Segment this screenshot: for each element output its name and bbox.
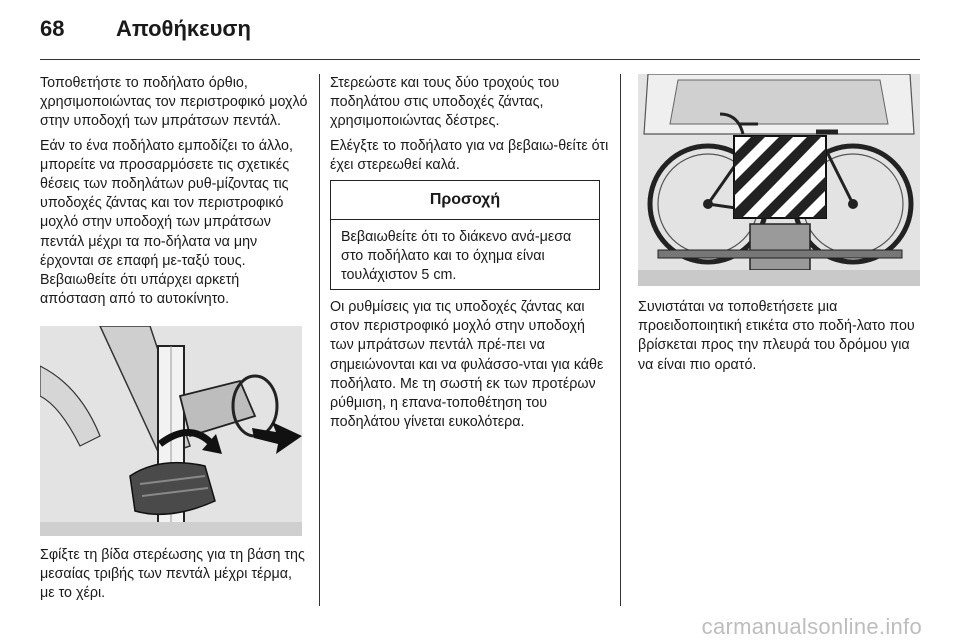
figure-caption: Σφίξτε τη βίδα στερέωσης για τη βάση της μεσαίας τριβής των πεντάλ μέχρι τέρμα, με το χέρι.	[40, 547, 305, 602]
paragraph-upright: Τοποθετήστε το ποδήλατο όρθιο, χρησιμοποιώντας τον περιστροφικό μοχλό στην υποδοχή των μπράτσων πεντάλ.	[40, 75, 308, 130]
column-2	[330, 74, 610, 180]
column-3	[638, 298, 920, 380]
caution-title: Προσοχή	[331, 181, 599, 220]
watermark: carmanualsonline.info	[701, 614, 922, 639]
column-2-lower	[330, 298, 610, 437]
header-divider	[40, 59, 920, 60]
column-divider-left	[319, 74, 320, 606]
page-number: 68	[40, 16, 65, 41]
page-header	[40, 14, 920, 58]
caution-text: Βεβαιωθείτε ότι το διάκενο ανά-μεσα στο ποδήλατο και το όχημα είναι τουλάχιστον 5 cm.	[341, 229, 572, 284]
column-divider-right	[620, 74, 621, 606]
bike-carrier-figure	[638, 74, 920, 286]
paragraph-wheels: Στερεώστε και τους δύο τροχούς του ποδηλάτου στις υποδοχές ζάντας, χρησιμοποιώντας δέστρες.	[330, 75, 560, 130]
column-1	[40, 74, 308, 314]
paragraph-check: Ελέγξτε το ποδήλατο για να βεβαιω-θείτε ότι έχει στερεωθεί καλά.	[330, 137, 609, 173]
paragraph-warning-label: Συνιστάται να τοποθετήσετε μια προειδοποιητική ετικέτα στο ποδή-λατο που βρίσκεται προς την πλευρά του δρόμου για να είναι πιο ορατό.	[638, 299, 915, 373]
column-1-caption	[40, 546, 308, 609]
caution-box	[330, 180, 600, 290]
paragraph-settings: Οι ρυθμίσεις για τις υποδοχές ζάντας και στον περιστροφικό μοχλό στην υποδοχή των μπράτσων πεντάλ πρέ-πει να σημειώνονται και να φυλάσσο-νται για κάθε ποδήλατο. Με τη σωστή εκ των προτέρων ρύθμιση, η επανα-τοποθέτηση του ποδηλάτου γίνεται ευκολότερα.	[330, 299, 604, 431]
paragraph-adjust: Εάν το ένα ποδήλατο εμποδίζει το άλλο, μπορείτε να προσαρμόσετε τις σχετικές θέσεις των ποδηλάτων ρυθ-μίζοντας τις υποδοχές ζάντας και τον περιστροφικό μοχλό στην υποδοχή των μπράτσων πεντάλ μέχρι τα πο-δήλατα να μην έρχονται σε επαφή με-ταξύ τους. Βεβαιωθείτε ότι υπάρχει αρκετή απόσταση από το αυτοκίνητο.	[40, 137, 293, 308]
page-title: Αποθήκευση	[116, 16, 251, 41]
bike-carrier-illustration	[638, 74, 920, 286]
pedal-clamp-figure	[40, 326, 302, 536]
pedal-clamp-illustration	[40, 326, 302, 536]
